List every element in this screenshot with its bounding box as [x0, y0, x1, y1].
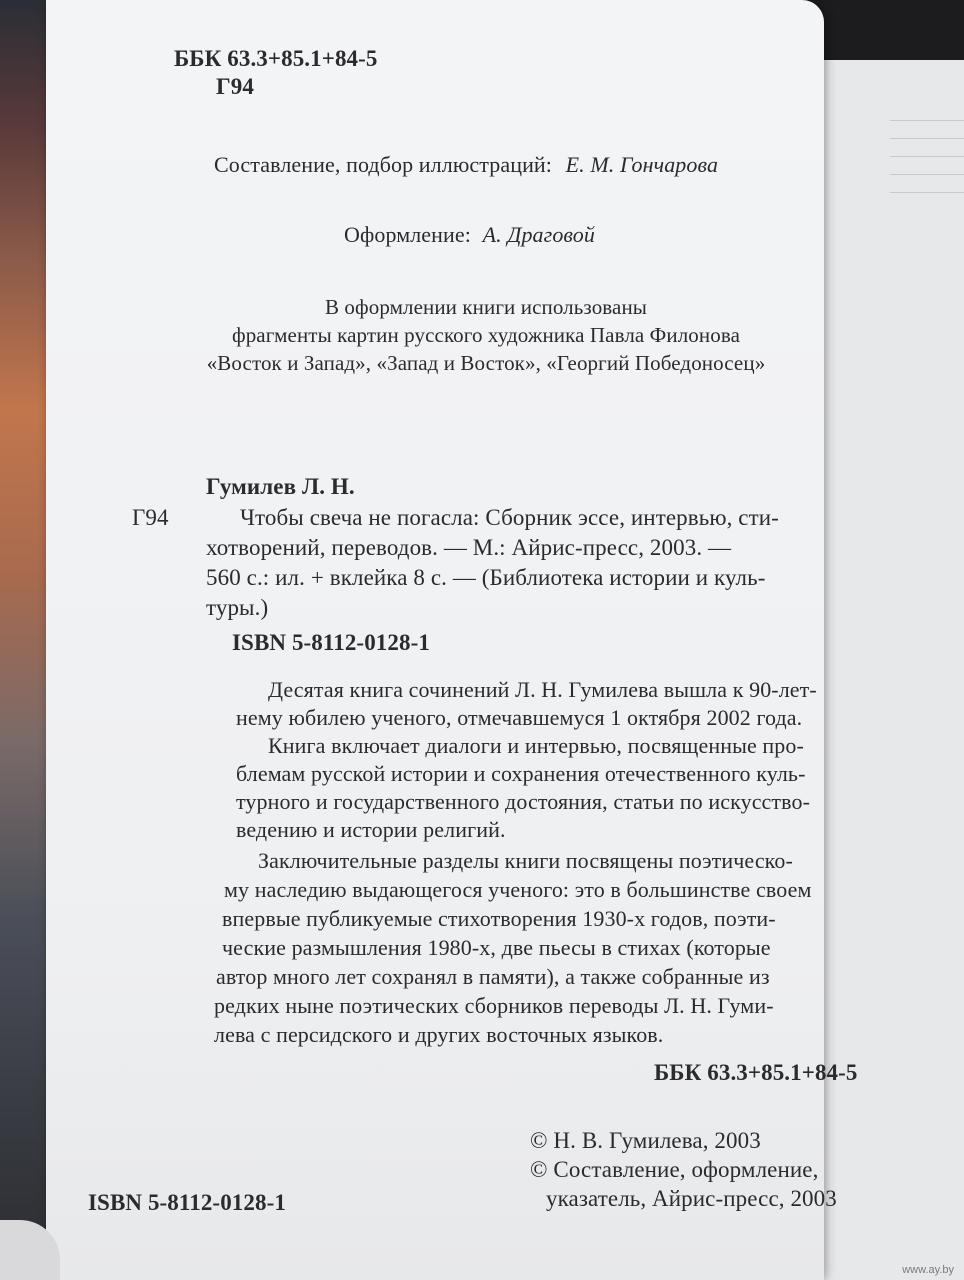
watermark-text: www.ay.by: [902, 1264, 954, 1276]
compilation-label: Составление, подбор иллюстраций:: [214, 152, 553, 177]
catalog-code-header: Г94: [216, 74, 254, 99]
catalog-code: Г94: [132, 505, 169, 530]
annotation-line: му наследию выдающегося ученого: это в большинстве своем: [224, 877, 812, 902]
copyright-publisher: указатель, Айрис-пресс, 2003: [546, 1186, 837, 1211]
catalog-desc-line: 560 с.: ил. + вклейка 8 с. — (Библиотека истории и куль-: [206, 565, 766, 590]
illustration-note-line: В оформлении книги использованы: [324, 295, 648, 319]
copyright-author: © Н. В. Гумилева, 2003: [530, 1128, 761, 1153]
design-name: А. Драговой: [482, 222, 595, 247]
annotation-line: турного и государственного достояния, статьи по искусство-: [236, 789, 810, 814]
catalog-desc-line: туры.): [206, 595, 269, 620]
annotation-line: Книга включает диалоги и интервью, посвященные про-: [268, 733, 804, 758]
book-page: [46, 0, 858, 1280]
annotation-line: лева с персидского и других восточных языков.: [214, 1022, 664, 1047]
author-name: Гумилев Л. Н.: [206, 474, 355, 499]
copyright-compilation: © Составление, оформление,: [530, 1157, 819, 1182]
bbk-header: ББК 63.3+85.1+84-5: [174, 46, 378, 71]
annotation-line: редких ныне поэтических сборников переводы Л. Н. Гуми-: [214, 993, 774, 1018]
catalog-desc-line: Чтобы свеча не погасла: Сборник эссе, интервью, сти-: [240, 505, 779, 530]
design-label: Оформление:: [344, 222, 471, 247]
footer-isbn: ISBN 5-8112-0128-1: [88, 1190, 286, 1215]
adjacent-page: [800, 60, 964, 1280]
illustration-note-line: «Восток и Запад», «Запад и Восток», «Георгий Победоносец»: [206, 351, 766, 375]
annotation-line: впервые публикуемые стихотворения 1930-х годов, поэти-: [222, 906, 776, 931]
annotation-line: Заключительные разделы книги посвящены поэтическо-: [258, 848, 793, 873]
illustration-note-line: фрагменты картин русского художника Павла Филонова: [232, 323, 740, 347]
design-credit: [344, 222, 595, 248]
annotation-line: ческие размышления 1980-х, две пьесы в стихах (которые: [222, 935, 771, 960]
compilation-name: Е. М. Гончарова: [565, 152, 719, 177]
annotation-line: автор много лет сохранял в памяти), а также собранные из: [216, 964, 770, 989]
annotation-line: блемам русской истории и сохранения отечественного куль-: [236, 761, 806, 786]
annotation-bbk: ББК 63.3+85.1+84-5: [654, 1060, 858, 1085]
catalog-desc-line: хотворений, переводов. — М.: Айрис-пресс, 2003. —: [206, 535, 732, 560]
annotation-line: ведению и истории религий.: [236, 817, 506, 842]
catalog-isbn: ISBN 5-8112-0128-1: [232, 630, 430, 655]
annotation-line: нему юбилею ученого, отмечавшемуся 1 октября 2002 года.: [236, 705, 803, 730]
compilation-credit: [214, 152, 718, 178]
annotation-line: Десятая книга сочинений Л. Н. Гумилева вышла к 90-лет-: [268, 677, 817, 702]
